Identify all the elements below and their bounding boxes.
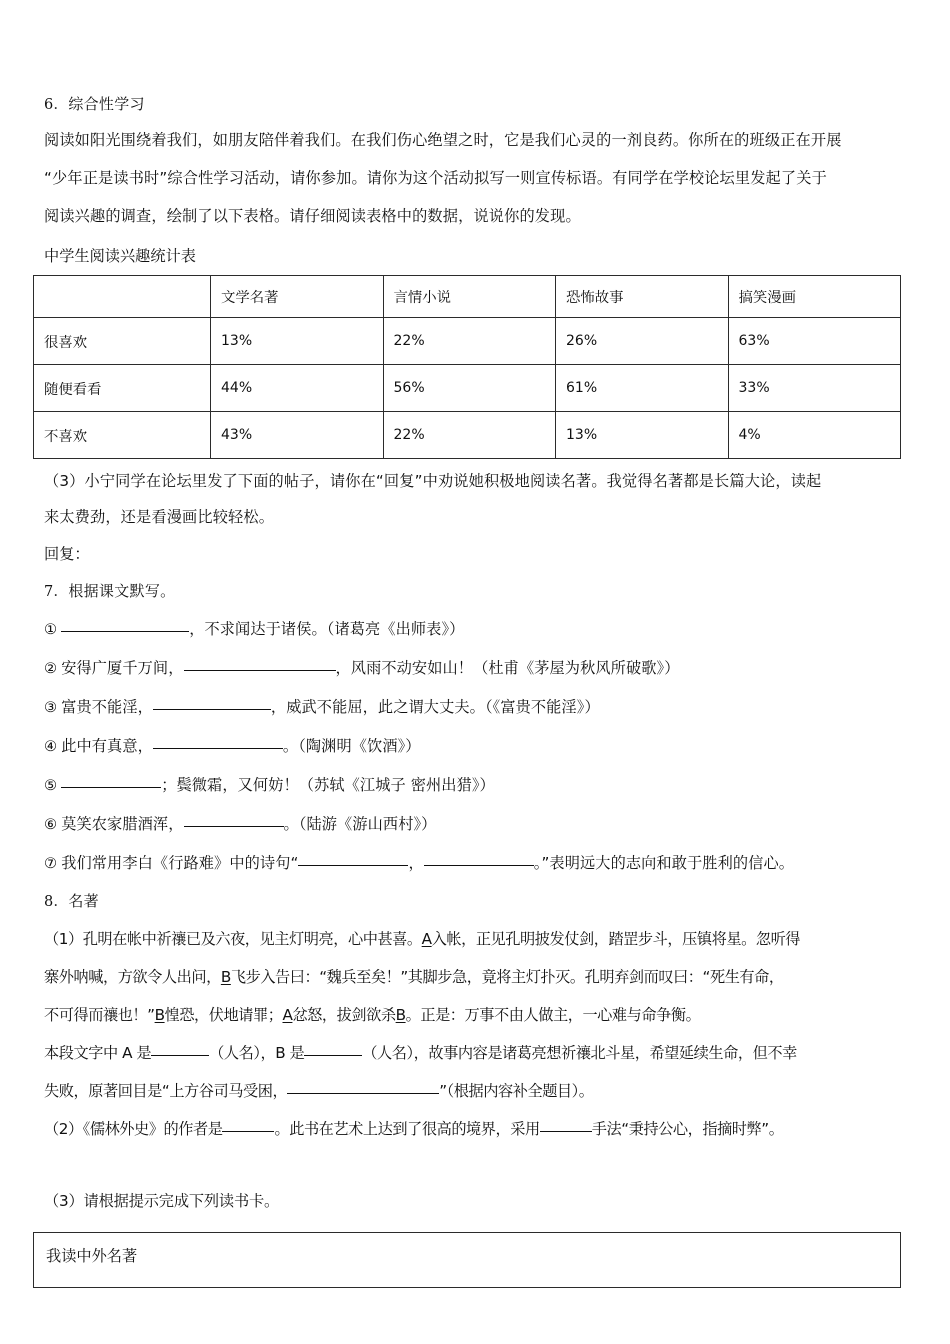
item-pre-7: 我们常用李白《行路难》中的诗句“ bbox=[61, 854, 299, 872]
table-cell-r0c1: 13% bbox=[211, 318, 384, 365]
q8-fill-p3: （人名），故事内容是诸葛亮想祈禳北斗星，希望延续生命，但不幸 bbox=[362, 1044, 797, 1062]
list-item bbox=[44, 844, 920, 883]
item-text-3: ，威武不能屈，此之谓大丈夫。（《富贵不能淫》） bbox=[270, 698, 600, 716]
q8-l3-d: 。正是：万事不由人做主，一心难与命争衡。 bbox=[405, 1006, 701, 1024]
q8-l3-b: 惶恐，伏地请罪； bbox=[164, 1006, 283, 1024]
table-header-cell-literature: 文学名著 bbox=[211, 276, 384, 318]
question-6-paragraph-3: 阅读兴趣的调查，绘制了以下表格。请仔细阅读表格中的数据，说说你的发现。 bbox=[44, 207, 581, 225]
item-text-4: 。（陶渊明《饮酒》） bbox=[282, 737, 421, 755]
item-pre-6: 莫笑农家腊酒浑， bbox=[61, 815, 184, 833]
table-cell-r0c3: 26% bbox=[556, 318, 729, 365]
question-6-sub3-line-1: （3）小宁同学在论坛里发了下面的帖子，请你在“回复”中劝说她积极地阅读名著。我觉得名著都是长篇大论，读起 bbox=[44, 472, 822, 490]
item-marker-2: ② bbox=[44, 660, 58, 677]
question-8-heading bbox=[44, 883, 920, 920]
table-row bbox=[34, 412, 901, 459]
question-8-sub1-chapter-line bbox=[44, 1072, 920, 1110]
question-7-title: 根据课文默写。 bbox=[68, 582, 176, 600]
q8-l2-a: 寨外呐喊，方欲令人出问， bbox=[44, 968, 221, 986]
question-8-sub1-rest-1: 入帐，正见孔明披发仗剑，踏罡步斗，压镇将星。忽听得 bbox=[431, 930, 801, 948]
table-header-cell-romance: 言情小说 bbox=[383, 276, 556, 318]
question-6-paragraph-1: 阅读如阳光围绕着我们，如朋友陪伴着我们。在我们伤心绝望之时，它是我们心灵的一剂良药。你所在的班级正在开展 bbox=[44, 131, 842, 149]
question-8-sub1-line-2 bbox=[44, 958, 920, 996]
question-6-title: 综合性学习 bbox=[68, 95, 145, 113]
table-header-cell-comics: 搞笑漫画 bbox=[728, 276, 901, 318]
answer-blank-1[interactable] bbox=[61, 618, 189, 632]
table-row bbox=[34, 318, 901, 365]
list-item bbox=[44, 766, 920, 805]
answer-blank-name-a[interactable] bbox=[151, 1042, 209, 1056]
question-8-number: 8． bbox=[44, 894, 69, 910]
answer-blank-author[interactable] bbox=[222, 1118, 274, 1132]
q8-fill-p1: 本段文字中 A 是 bbox=[44, 1044, 152, 1062]
q8-fill-p4: 失败，原著回目是“上方谷司马受困， bbox=[44, 1082, 288, 1100]
character-mark-a: A bbox=[421, 930, 432, 948]
answer-blank-3[interactable] bbox=[153, 696, 271, 710]
table-cell-r2c2: 22% bbox=[383, 412, 556, 459]
item-marker-4: ④ bbox=[44, 738, 58, 755]
answer-blank-2[interactable] bbox=[184, 657, 336, 671]
q8-l3-c: 忿怒，拔剑欲杀 bbox=[292, 1006, 396, 1024]
answer-blank-4[interactable] bbox=[153, 735, 283, 749]
item-text-1: ，不求闻达于诸侯。（诸葛亮《出师表》） bbox=[189, 620, 465, 638]
question-8-sub1-prefix: （1）孔明在帐中祈禳已及六夜，见主灯明亮，心中甚喜。 bbox=[44, 930, 422, 948]
table-cell-r2c3: 13% bbox=[556, 412, 729, 459]
item-marker-6: ⑥ bbox=[44, 816, 58, 833]
question-8-sub3-label: （3）请根据提示完成下列读书卡。 bbox=[44, 1192, 280, 1210]
question-8-sub1-fill-line bbox=[44, 1034, 920, 1072]
list-item bbox=[44, 610, 920, 649]
question-8-title: 名著 bbox=[68, 892, 99, 910]
item-text-2: ，风雨不动安如山！（杜甫《茅屋为秋风所破歌》） bbox=[335, 659, 680, 677]
item-text-5: ；鬓微霜，又何妨！（苏轼《江城子 密州出猎》） bbox=[161, 776, 495, 794]
question-6-heading bbox=[44, 88, 920, 121]
table-row-label-like: 很喜欢 bbox=[34, 318, 211, 365]
item-pre-3: 富贵不能淫， bbox=[61, 698, 153, 716]
item-mid-7: ， bbox=[408, 854, 424, 872]
question-7-heading bbox=[44, 573, 920, 610]
question-8-sub1-line-3 bbox=[44, 996, 920, 1034]
character-mark-b: B bbox=[220, 968, 231, 986]
survey-table-caption: 中学生阅读兴趣统计表 bbox=[44, 247, 196, 265]
question-7-number: 7． bbox=[44, 584, 69, 600]
character-mark-b2: B bbox=[154, 1006, 165, 1024]
q8-fill-p2: （人名），B 是 bbox=[209, 1044, 305, 1062]
item-marker-5: ⑤ bbox=[44, 777, 58, 794]
item-marker-3: ③ bbox=[44, 699, 58, 716]
answer-blank-6[interactable] bbox=[184, 813, 284, 827]
q8-l2-b: 飞步入告曰：“魏兵至矣！”其脚步急，竟将主灯扑灭。孔明弃剑而叹曰：“死生有命， bbox=[230, 968, 784, 986]
reading-card-title: 我读中外名著 bbox=[46, 1247, 138, 1265]
reply-label: 回复： bbox=[44, 545, 90, 563]
layout-spacer bbox=[44, 1148, 920, 1182]
question-7-item-list bbox=[44, 610, 920, 883]
table-cell-r2c1: 43% bbox=[211, 412, 384, 459]
item-text-7: 。”表明远大的志向和敢于胜利的信心。 bbox=[533, 854, 795, 872]
table-row-label-dislike: 不喜欢 bbox=[34, 412, 211, 459]
table-cell-r0c4: 63% bbox=[728, 318, 901, 365]
item-text-6: 。（陆游《游山西村》） bbox=[283, 815, 437, 833]
answer-blank-technique[interactable] bbox=[540, 1118, 592, 1132]
item-marker-7: ⑦ bbox=[44, 855, 58, 872]
item-pre-4: 此中有真意， bbox=[61, 737, 153, 755]
table-header-cell-horror: 恐怖故事 bbox=[556, 276, 729, 318]
question-6-number: 6． bbox=[44, 97, 69, 113]
table-cell-r1c3: 61% bbox=[556, 365, 729, 412]
character-mark-b3: B bbox=[395, 1006, 406, 1024]
table-cell-r1c2: 56% bbox=[383, 365, 556, 412]
q8-sub2-p1: （2）《儒林外史》的作者是 bbox=[44, 1120, 223, 1138]
q8-sub2-p3: 手法“秉持公心，指摘时弊”。 bbox=[591, 1120, 784, 1138]
q8-fill-p5: ”（根据内容补全题目）。 bbox=[439, 1082, 594, 1100]
table-cell-r1c1: 44% bbox=[211, 365, 384, 412]
list-item bbox=[44, 649, 920, 688]
table-cell-r1c4: 33% bbox=[728, 365, 901, 412]
answer-blank-chapter-title[interactable] bbox=[287, 1080, 439, 1094]
question-8-sub2-line bbox=[44, 1110, 920, 1148]
item-pre-2: 安得广厦千万间， bbox=[61, 659, 184, 677]
table-row-label-casual: 随便看看 bbox=[34, 365, 211, 412]
answer-blank-7b[interactable] bbox=[424, 852, 534, 866]
list-item bbox=[44, 688, 920, 727]
table-cell-r2c4: 4% bbox=[728, 412, 901, 459]
reading-card-box[interactable] bbox=[33, 1232, 901, 1288]
answer-blank-5[interactable] bbox=[61, 774, 161, 788]
table-cell-r0c2: 22% bbox=[383, 318, 556, 365]
answer-blank-7a[interactable] bbox=[298, 852, 408, 866]
q8-l3-a: 不可得而禳也！” bbox=[44, 1006, 155, 1024]
table-header-row bbox=[34, 276, 901, 318]
question-8-sub1-line-1 bbox=[44, 920, 920, 958]
answer-blank-name-b[interactable] bbox=[304, 1042, 362, 1056]
q8-sub2-p2: 。此书在艺术上达到了很高的境界，采用 bbox=[274, 1120, 540, 1138]
table-row bbox=[34, 365, 901, 412]
item-marker-1: ① bbox=[44, 621, 58, 638]
question-6-sub3-line-2: 来太费劲，还是看漫画比较轻松。 bbox=[44, 508, 275, 526]
table-header-cell-corner bbox=[34, 276, 211, 318]
reading-interest-table bbox=[33, 275, 901, 459]
character-mark-a2: A bbox=[282, 1006, 293, 1024]
list-item bbox=[44, 805, 920, 844]
list-item bbox=[44, 727, 920, 766]
question-6-paragraph-2: “少年正是读书时”综合性学习活动，请你参加。请你为这个活动拟写一则宣传标语。有同学在学校论坛里发起了关于 bbox=[44, 169, 827, 187]
